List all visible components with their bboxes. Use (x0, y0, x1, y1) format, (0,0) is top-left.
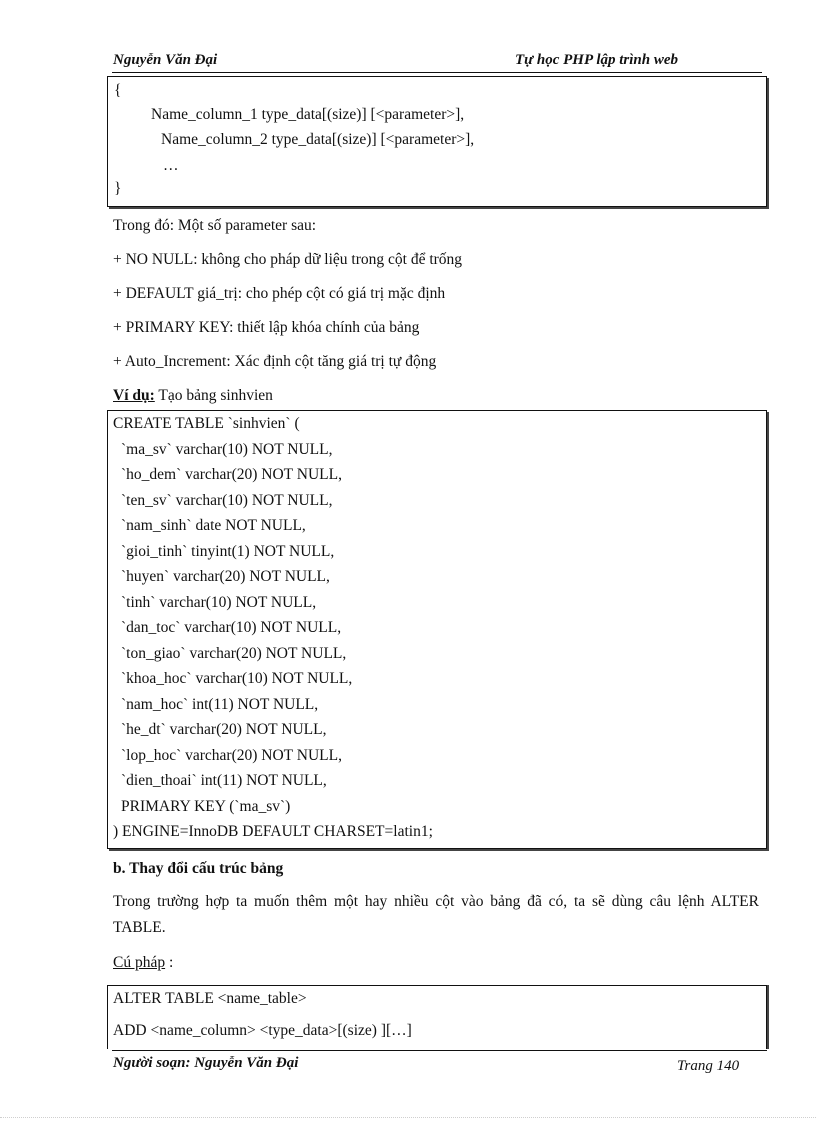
section-paragraph: Trong trường hợp ta muốn thêm một hay nhiều cột vào bảng đã có, ta sẽ dùng câu lệnh ALTER TABLE. (113, 893, 759, 936)
code-line: `tinh` varchar(10) NOT NULL, (121, 594, 317, 611)
syntax-line: … (163, 157, 179, 174)
code-line: `khoa_hoc` varchar(10) NOT NULL, (121, 670, 353, 687)
syntax-label: Cú pháp (113, 954, 166, 971)
syntax-caption (113, 954, 173, 972)
example-label: Ví dụ: (113, 387, 155, 404)
param-item: + Auto_Increment: Xác định cột tăng giá trị tự động (113, 353, 437, 370)
header-author: Nguyễn Văn Đại (113, 52, 218, 68)
code-line: CREATE TABLE `sinhvien` ( (113, 415, 300, 432)
code-line: `ma_sv` varchar(10) NOT NULL, (121, 441, 333, 458)
example-text: Tạo bảng sinhvien (154, 387, 273, 404)
param-item: + PRIMARY KEY: thiết lập khóa chính của bảng (113, 319, 420, 336)
footer-author: Người soạn: Nguyễn Văn Đại (113, 1055, 299, 1071)
section-heading: b. Thay đổi cấu trúc bảng (113, 860, 284, 877)
header-title: Tự học PHP lập trình web (515, 52, 679, 68)
code-line: ALTER TABLE <name_table> (113, 990, 307, 1007)
code-line: `huyen` varchar(20) NOT NULL, (121, 568, 330, 585)
code-line: ) ENGINE=InnoDB DEFAULT CHARSET=latin1; (113, 823, 433, 840)
syntax-line: } (114, 180, 122, 197)
params-intro: Trong đó: Một số parameter sau: (113, 217, 317, 234)
code-line: `ten_sv` varchar(10) NOT NULL, (121, 492, 333, 509)
header-rule (112, 72, 762, 73)
code-line: `gioi_tinh` tinyint(1) NOT NULL, (121, 543, 335, 560)
syntax-line: { (114, 82, 122, 99)
syntax-line: Name_column_1 type_data[(size)] [<parameter>], (151, 106, 465, 123)
code-line: `ton_giao` varchar(20) NOT NULL, (121, 645, 347, 662)
create-syntax-box (107, 76, 767, 207)
code-line: `ho_dem` varchar(20) NOT NULL, (121, 466, 342, 483)
page-edge-dots (0, 1117, 816, 1118)
create-table-code-box (107, 410, 767, 849)
code-line: `nam_hoc` int(11) NOT NULL, (121, 696, 319, 713)
code-line: `nam_sinh` date NOT NULL, (121, 517, 306, 534)
footer-rule (112, 1050, 767, 1051)
syntax-line: Name_column_2 type_data[(size)] [<parameter>], (161, 131, 475, 148)
example-caption (113, 387, 273, 405)
page-number: Trang 140 (677, 1058, 740, 1074)
code-line: `dien_thoai` int(11) NOT NULL, (121, 772, 327, 789)
param-item: + NO NULL: không cho pháp dữ liệu trong cột để trống (113, 251, 463, 268)
code-line: `lop_hoc` varchar(20) NOT NULL, (121, 747, 342, 764)
code-line: `dan_toc` varchar(10) NOT NULL, (121, 619, 342, 636)
code-line: PRIMARY KEY (`ma_sv`) (121, 798, 291, 815)
param-item: + DEFAULT giá_trị: cho phép cột có giá trị mặc định (113, 285, 446, 302)
code-line: `he_dt` varchar(20) NOT NULL, (121, 721, 327, 738)
syntax-suffix: : (165, 954, 174, 971)
code-line: ADD <name_column> <type_data>[(size) ][…] (113, 1022, 412, 1039)
alter-table-code-box (107, 985, 767, 1049)
